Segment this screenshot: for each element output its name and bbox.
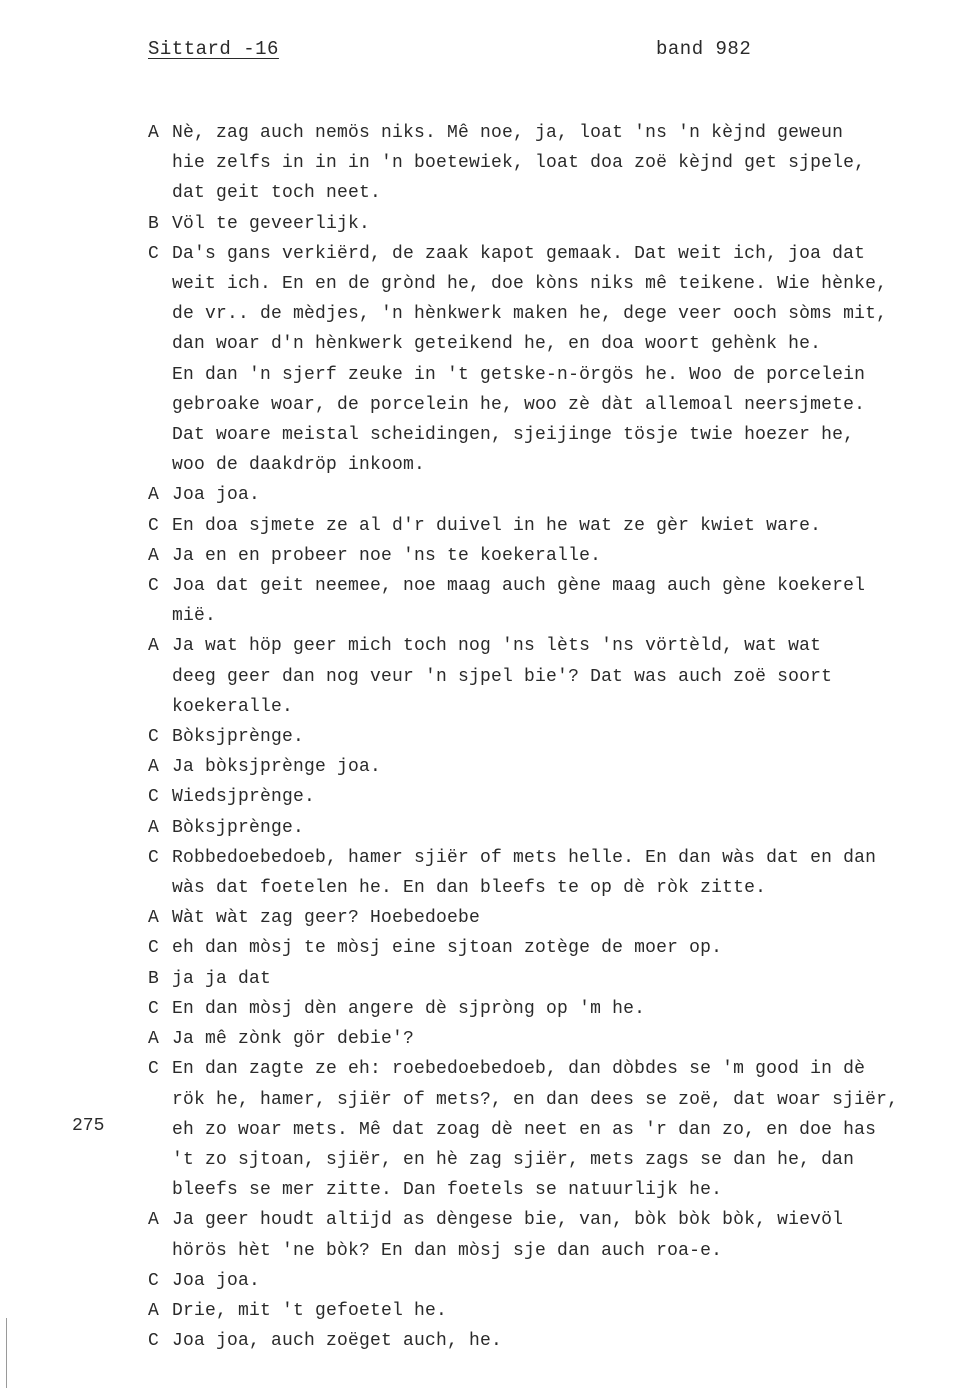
speaker-label: C — [148, 998, 160, 1019]
header-band-number: band 982 — [656, 38, 752, 60]
dialogue-turn — [148, 1024, 963, 1054]
speaker-label: A — [148, 1210, 160, 1231]
speaker-label: A — [148, 908, 160, 929]
speaker-label: A — [148, 757, 160, 778]
speaker-label: C — [148, 847, 160, 868]
utterance-text: Ja wat höp geer mich toch nog 'ns lèts 'ns vörtèld, wat wat deeg geer dan nog veur 'n sjpel bie'? Dat was auch zoë soort koekeralle. — [172, 636, 833, 717]
speaker-label: A — [148, 1300, 160, 1321]
utterance-text: Joa dat geit neemee, noe maag auch gène maag auch gène koekerel mië. — [172, 576, 866, 627]
speaker-label: C — [148, 1059, 160, 1080]
speaker-label: B — [148, 213, 160, 234]
speaker-label: A — [148, 545, 160, 566]
utterance-text: Wàt wàt zag geer? Hoebedoebe — [172, 908, 481, 929]
utterance-text: En doa sjmete ze al d'r duivel in he wat ze gèr kwiet ware. — [172, 515, 822, 536]
dialogue-turn — [148, 511, 963, 541]
utterance-text: Joa joa, auch zoëget auch, he. — [172, 1331, 503, 1352]
dialogue-turn — [148, 1296, 963, 1326]
utterance-text: Ja geer houdt altijd as dèngese bie, van, bòk bòk bòk, wievöl hörös hèt 'ne bòk? En dan mòsj sje dan auch roa-e. — [172, 1210, 844, 1261]
dialogue-turn — [148, 1326, 963, 1356]
speaker-label: C — [148, 515, 160, 536]
dialogue-turn — [148, 843, 963, 903]
speaker-label: C — [148, 1270, 160, 1291]
utterance-text: En dan zagte ze eh: roebedoebedoeb, dan dòbdes se 'm good in dè rök he, hamer, sjiër of mets?, en dan dees se zoë, dat woar sjiër, eh zo woar mets. Mê dat zoag dè neet en as 'r dan zo, en doe has 't zo sjtoan, sjiër, en hè zag sjiër, mets zags se dan he, dan bleefs se mer zitte. Dan foetels se natuurlijk he. — [172, 1059, 899, 1201]
speaker-label: A — [148, 1029, 160, 1050]
utterance-text: Nè, zag auch nemös niks. Mê noe, ja, loat 'ns 'n kèjnd geweun hie zelfs in in in 'n boetewiek, loat doa zoë kèjnd get sjpele, dat geit toch neet. — [172, 123, 866, 204]
utterance-text: Joa joa. — [172, 485, 261, 506]
dialogue-turn — [148, 933, 963, 963]
speaker-label: B — [148, 968, 160, 989]
utterance-text: Da's gans verkiërd, de zaak kapot gemaak. Dat weit ich, joa dat weit ich. En en de grònd he, doe kòns niks mê teikene. Wie hènke, de vr.. de mèdjes, 'n hènkwerk maken he, dege veer ooch sòms mit, dan woar d'n hènkwerk geteikend he, en doa woort gehènk he. En dan 'n sjerf zeuke in 't getske-n-örgös he. Woo de porcelein gebroake woar, de porcelein he, woo zè dàt allemoal neersjmete. Dat woare meistal scheidingen, sjeijinge tösje twie hoezer he, woo de daakdröp inkoom. — [172, 243, 888, 476]
utterance-text: ja ja dat — [172, 968, 272, 989]
speaker-label: A — [148, 636, 160, 657]
utterance-text: Ja en en probeer noe 'ns te koekeralle. — [172, 545, 602, 566]
dialogue-turn — [148, 813, 963, 843]
dialogue-turn — [148, 752, 963, 782]
utterance-text: Ja bòksjprènge joa. — [172, 757, 382, 778]
speaker-label: A — [148, 817, 160, 838]
binding-edge-line — [6, 1318, 7, 1388]
utterance-text: Robbedoebedoeb, hamer sjiër of mets helle. En dan wàs dat en dan wàs dat foetelen he. En dan bleefs te op dè ròk zitte. — [172, 847, 877, 899]
speaker-label: C — [148, 727, 160, 748]
dialogue-turn — [148, 994, 963, 1024]
dialogue-turn — [148, 782, 963, 812]
speaker-label: C — [148, 1331, 160, 1352]
dialogue-turn — [148, 722, 963, 752]
dialogue-turn — [148, 571, 963, 631]
speaker-label: A — [148, 485, 160, 506]
dialogue-turn — [148, 1054, 963, 1205]
margin-line-number: 275 — [72, 1116, 105, 1136]
speaker-label: C — [148, 938, 160, 959]
dialogue-turn — [148, 631, 963, 722]
utterance-text: Völ te geveerlijk. — [172, 213, 371, 234]
utterance-text: Drie, mit 't gefoetel he. — [172, 1300, 448, 1321]
dialogue-turn — [148, 541, 963, 571]
dialogue-turn — [148, 903, 963, 933]
utterance-text: Ja mê zònk gör debie'? — [172, 1029, 415, 1050]
utterance-text: Bòksjprènge. — [172, 817, 305, 838]
dialogue-turn — [148, 118, 963, 209]
utterance-text: En dan mòsj dèn angere dè sjpròng op 'm he. — [172, 998, 646, 1019]
speaker-label: C — [148, 243, 160, 264]
dialogue-turn — [148, 239, 963, 481]
transcript-body — [148, 118, 963, 1356]
speaker-label: C — [148, 787, 160, 808]
header-title: Sittard -16 — [148, 38, 279, 60]
utterance-text: eh dan mòsj te mòsj eine sjtoan zotège de moer op. — [172, 938, 723, 959]
utterance-text: Bòksjprènge. — [172, 727, 305, 748]
utterance-text: Wiedsjprènge. — [172, 787, 316, 808]
dialogue-turn — [148, 964, 963, 994]
dialogue-turn — [148, 480, 963, 510]
speaker-label: C — [148, 576, 160, 597]
dialogue-turn — [148, 1266, 963, 1296]
speaker-label: A — [148, 123, 160, 143]
dialogue-turn — [148, 1205, 963, 1265]
dialogue-turn — [148, 209, 963, 239]
utterance-text: Joa joa. — [172, 1270, 261, 1291]
